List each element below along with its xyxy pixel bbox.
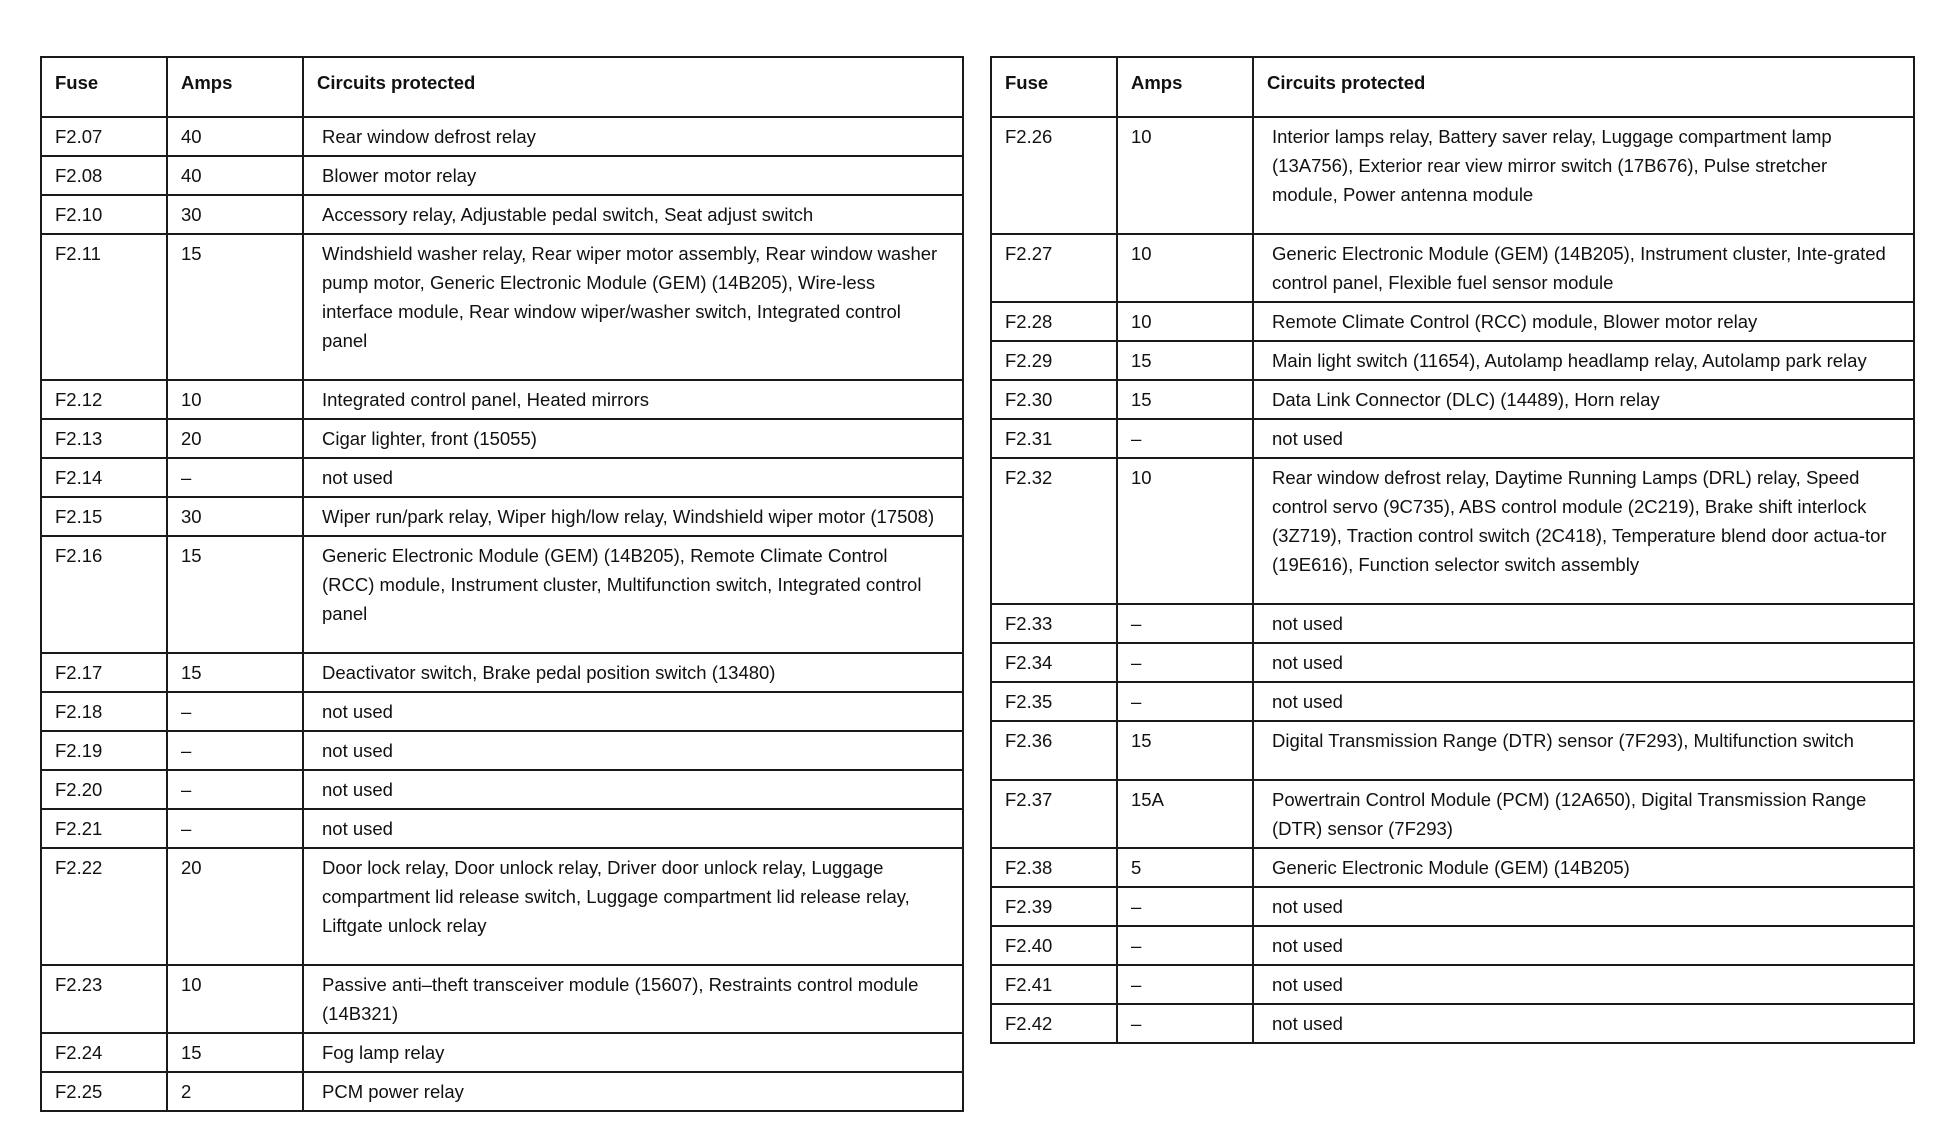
circuits-cell: Main light switch (11654), Autolamp headlamp relay, Autolamp park relay	[1253, 341, 1914, 380]
header-fuse: Fuse	[991, 57, 1117, 117]
amps-cell: –	[167, 770, 303, 809]
amps-cell: –	[1117, 965, 1253, 1004]
table-row	[991, 926, 1914, 965]
table-row	[991, 380, 1914, 419]
circuits-cell: Digital Transmission Range (DTR) sensor (7F293), Multifunction switch	[1253, 721, 1914, 780]
circuits-cell: Passive anti–theft transceiver module (15607), Restraints control module (14B321)	[303, 965, 963, 1033]
amps-cell: 15	[167, 536, 303, 653]
circuits-cell: not used	[303, 731, 963, 770]
fuse-table-right	[990, 56, 1915, 1044]
table-row	[41, 848, 963, 965]
circuits-cell: not used	[1253, 926, 1914, 965]
fuse-cell: F2.07	[41, 117, 167, 156]
amps-cell: –	[167, 731, 303, 770]
amps-cell: –	[1117, 419, 1253, 458]
circuits-cell: not used	[1253, 643, 1914, 682]
amps-cell: 15	[1117, 721, 1253, 780]
fuse-cell: F2.21	[41, 809, 167, 848]
table-row	[41, 1033, 963, 1072]
table-row	[41, 156, 963, 195]
fuse-cell: F2.38	[991, 848, 1117, 887]
circuits-cell: PCM power relay	[303, 1072, 963, 1111]
fuse-cell: F2.16	[41, 536, 167, 653]
amps-cell: –	[1117, 887, 1253, 926]
circuits-cell: Data Link Connector (DLC) (14489), Horn relay	[1253, 380, 1914, 419]
circuits-cell: not used	[1253, 965, 1914, 1004]
amps-cell: 2	[167, 1072, 303, 1111]
fuse-cell: F2.18	[41, 692, 167, 731]
table-row	[991, 643, 1914, 682]
amps-cell: –	[167, 692, 303, 731]
amps-cell: –	[167, 458, 303, 497]
fuse-cell: F2.19	[41, 731, 167, 770]
fuse-cell: F2.12	[41, 380, 167, 419]
circuits-cell: Rear window defrost relay, Daytime Running Lamps (DRL) relay, Speed control servo (9C735), ABS control module (2C219), Brake shift interlock (3Z719), Traction control switch (2C418), Temperature blend door actua-tor (19E616), Function selector switch assembly	[1253, 458, 1914, 604]
header-amps: Amps	[1117, 57, 1253, 117]
circuits-cell: Accessory relay, Adjustable pedal switch, Seat adjust switch	[303, 195, 963, 234]
table-row	[41, 536, 963, 653]
fuse-cell: F2.10	[41, 195, 167, 234]
fuse-cell: F2.11	[41, 234, 167, 380]
fuse-cell: F2.31	[991, 419, 1117, 458]
amps-cell: 15	[167, 234, 303, 380]
circuits-cell: Generic Electronic Module (GEM) (14B205)	[1253, 848, 1914, 887]
fuse-cell: F2.40	[991, 926, 1117, 965]
amps-cell: –	[1117, 604, 1253, 643]
circuits-cell: not used	[1253, 419, 1914, 458]
table-row	[991, 721, 1914, 780]
circuits-cell: Cigar lighter, front (15055)	[303, 419, 963, 458]
table-row	[991, 117, 1914, 234]
circuits-cell: Integrated control panel, Heated mirrors	[303, 380, 963, 419]
fuse-cell: F2.17	[41, 653, 167, 692]
table-row	[41, 653, 963, 692]
table-row	[991, 419, 1914, 458]
header-row	[41, 57, 963, 117]
table-row	[991, 887, 1914, 926]
table-row	[41, 458, 963, 497]
circuits-cell: Deactivator switch, Brake pedal position switch (13480)	[303, 653, 963, 692]
header-circuits: Circuits protected	[1253, 57, 1914, 117]
header-row	[991, 57, 1914, 117]
table-row	[41, 809, 963, 848]
fuse-cell: F2.24	[41, 1033, 167, 1072]
header-circuits: Circuits protected	[303, 57, 963, 117]
fuse-cell: F2.22	[41, 848, 167, 965]
table-row	[991, 302, 1914, 341]
circuits-cell: not used	[303, 692, 963, 731]
table-row	[41, 380, 963, 419]
amps-cell: 10	[1117, 234, 1253, 302]
table-row	[41, 497, 963, 536]
table-row	[991, 604, 1914, 643]
circuits-cell: not used	[1253, 604, 1914, 643]
amps-cell: 10	[1117, 458, 1253, 604]
table-row	[41, 117, 963, 156]
amps-cell: 20	[167, 419, 303, 458]
fuse-cell: F2.15	[41, 497, 167, 536]
circuits-cell: Rear window defrost relay	[303, 117, 963, 156]
amps-cell: 30	[167, 497, 303, 536]
fuse-cell: F2.33	[991, 604, 1117, 643]
amps-cell: 10	[1117, 302, 1253, 341]
circuits-cell: Generic Electronic Module (GEM) (14B205), Remote Climate Control (RCC) module, Instrument cluster, Multifunction switch, Integrated control panel	[303, 536, 963, 653]
table-row	[41, 419, 963, 458]
table-row	[991, 234, 1914, 302]
amps-cell: –	[1117, 643, 1253, 682]
amps-cell: 15	[1117, 341, 1253, 380]
amps-cell: –	[1117, 1004, 1253, 1043]
table-row	[41, 234, 963, 380]
circuits-cell: Fog lamp relay	[303, 1033, 963, 1072]
circuits-cell: not used	[1253, 682, 1914, 721]
table-row	[991, 341, 1914, 380]
fuse-cell: F2.42	[991, 1004, 1117, 1043]
circuits-cell: not used	[1253, 1004, 1914, 1043]
amps-cell: 20	[167, 848, 303, 965]
fuse-cell: F2.39	[991, 887, 1117, 926]
table-row	[41, 692, 963, 731]
amps-cell: 15	[167, 1033, 303, 1072]
circuits-cell: Windshield washer relay, Rear wiper motor assembly, Rear window washer pump motor, Generic Electronic Module (GEM) (14B205), Wire-less interface module, Rear window wiper/washer switch, Integrated control panel	[303, 234, 963, 380]
header-fuse: Fuse	[41, 57, 167, 117]
header-amps: Amps	[167, 57, 303, 117]
fuse-cell: F2.34	[991, 643, 1117, 682]
fuse-cell: F2.27	[991, 234, 1117, 302]
fuse-cell: F2.36	[991, 721, 1117, 780]
fuse-table-right-body	[991, 117, 1914, 1043]
fuse-table-left-body	[41, 117, 963, 1111]
table-row	[991, 682, 1914, 721]
table-row	[991, 848, 1914, 887]
table-row	[991, 458, 1914, 604]
fuse-cell: F2.26	[991, 117, 1117, 234]
amps-cell: –	[1117, 926, 1253, 965]
amps-cell: 10	[167, 965, 303, 1033]
fuse-cell: F2.29	[991, 341, 1117, 380]
circuits-cell: Powertrain Control Module (PCM) (12A650), Digital Transmission Range (DTR) sensor (7F293)	[1253, 780, 1914, 848]
fuse-cell: F2.35	[991, 682, 1117, 721]
table-row	[41, 965, 963, 1033]
amps-cell: –	[1117, 682, 1253, 721]
fuse-cell: F2.28	[991, 302, 1117, 341]
circuits-cell: Remote Climate Control (RCC) module, Blower motor relay	[1253, 302, 1914, 341]
table-row	[41, 731, 963, 770]
amps-cell: 10	[1117, 117, 1253, 234]
circuits-cell: Interior lamps relay, Battery saver relay, Luggage compartment lamp (13A756), Exterior rear view mirror switch (17B676), Pulse stretcher module, Power antenna module	[1253, 117, 1914, 234]
circuits-cell: not used	[303, 770, 963, 809]
amps-cell: 15	[1117, 380, 1253, 419]
amps-cell: 15	[167, 653, 303, 692]
table-row	[991, 1004, 1914, 1043]
amps-cell: 40	[167, 117, 303, 156]
amps-cell: 15A	[1117, 780, 1253, 848]
table-row	[991, 965, 1914, 1004]
table-row	[991, 780, 1914, 848]
fuse-cell: F2.08	[41, 156, 167, 195]
table-row	[41, 770, 963, 809]
fuse-cell: F2.20	[41, 770, 167, 809]
circuits-cell: Door lock relay, Door unlock relay, Driver door unlock relay, Luggage compartment lid release switch, Luggage compartment lid release relay, Liftgate unlock relay	[303, 848, 963, 965]
fuse-cell: F2.25	[41, 1072, 167, 1111]
fuse-cell: F2.41	[991, 965, 1117, 1004]
circuits-cell: Generic Electronic Module (GEM) (14B205), Instrument cluster, Inte-grated control panel, Flexible fuel sensor module	[1253, 234, 1914, 302]
fuse-cell: F2.14	[41, 458, 167, 497]
table-row	[41, 195, 963, 234]
circuits-cell: Wiper run/park relay, Wiper high/low relay, Windshield wiper motor (17508)	[303, 497, 963, 536]
fuse-table-left	[40, 56, 964, 1112]
amps-cell: 10	[167, 380, 303, 419]
circuits-cell: Blower motor relay	[303, 156, 963, 195]
circuits-cell: not used	[1253, 887, 1914, 926]
amps-cell: 5	[1117, 848, 1253, 887]
circuits-cell: not used	[303, 458, 963, 497]
fuse-cell: F2.13	[41, 419, 167, 458]
amps-cell: 30	[167, 195, 303, 234]
circuits-cell: not used	[303, 809, 963, 848]
fuse-cell: F2.30	[991, 380, 1117, 419]
fuse-cell: F2.32	[991, 458, 1117, 604]
amps-cell: –	[167, 809, 303, 848]
fuse-cell: F2.37	[991, 780, 1117, 848]
amps-cell: 40	[167, 156, 303, 195]
table-row	[41, 1072, 963, 1111]
fuse-cell: F2.23	[41, 965, 167, 1033]
